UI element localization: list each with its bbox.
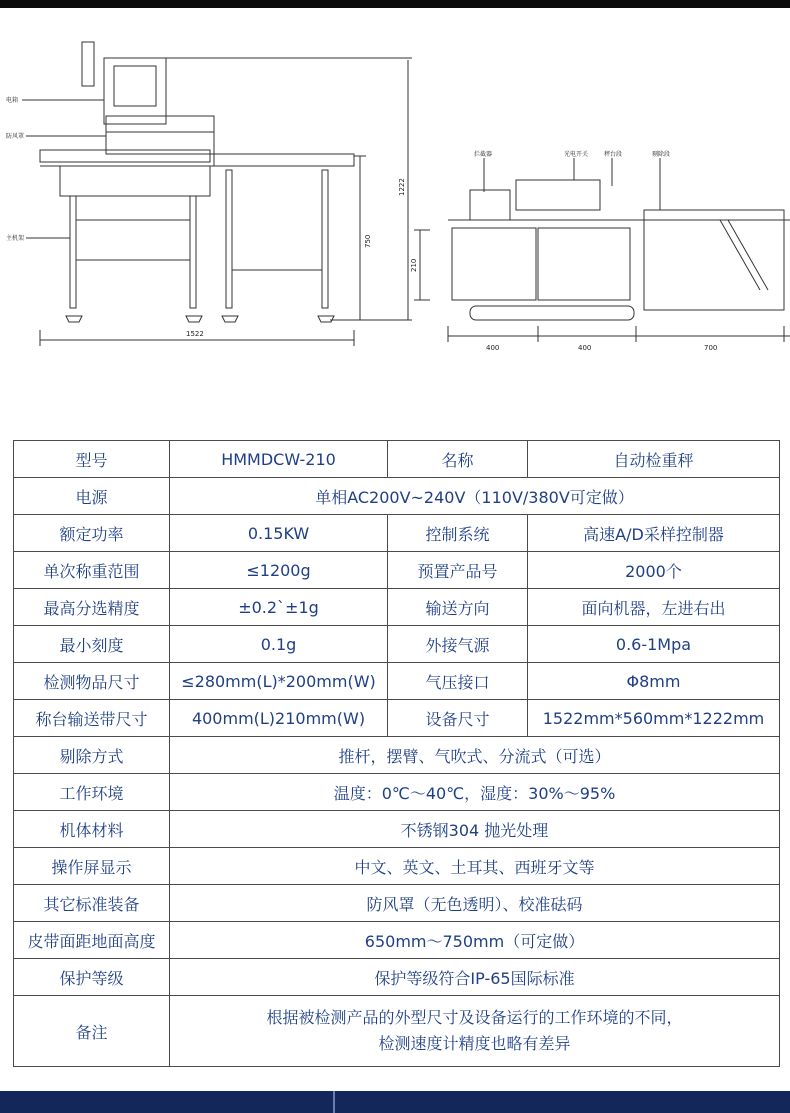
top-weigh-table [538, 228, 630, 300]
leg [322, 170, 328, 308]
top-reject [644, 210, 784, 310]
dim-height-total: 1222 [398, 178, 406, 196]
label-wind-cover: 防风罩 [6, 133, 25, 140]
spec-row [14, 774, 780, 811]
spec-value: ±0.2`±1g [170, 589, 388, 626]
leg [226, 170, 232, 308]
spec-key: 单次称重范围 [14, 552, 170, 589]
spec-row [14, 515, 780, 552]
spec-value: 单相AC200V~240V（110V/380V可定做） [170, 478, 780, 515]
remark-line: 检测速度计精度也略有差异 [378, 1034, 571, 1053]
spec-row [14, 589, 780, 626]
spec-value: ≤280mm(L)*200mm(W) [170, 663, 388, 700]
label-guard: 拦截器 [474, 151, 493, 158]
spec-value: Φ8mm [528, 663, 780, 700]
spec-key: 保护等级 [14, 959, 170, 996]
spec-row [14, 737, 780, 774]
label-main-frame: 主机架 [6, 235, 25, 242]
spec-row [14, 441, 780, 478]
machine-drawing [0, 20, 790, 360]
spec-row [14, 663, 780, 700]
spec-key: 气压接口 [388, 663, 528, 700]
screen [114, 66, 156, 106]
spec-key: 控制系统 [388, 515, 528, 552]
spec-value: 防风罩（无色透明）、校准砝码 [170, 885, 780, 922]
dim-seg3: 700 [704, 344, 718, 352]
spec-row [14, 922, 780, 959]
spec-row [14, 700, 780, 737]
leg [70, 196, 76, 308]
spec-value: 0.15KW [170, 515, 388, 552]
spec-key: 设备尺寸 [388, 700, 528, 737]
spec-key: 机体材料 [14, 811, 170, 848]
spec-key: 检测物品尺寸 [14, 663, 170, 700]
spec-value: 保护等级符合IP-65国际标准 [170, 959, 780, 996]
spec-row [14, 885, 780, 922]
top-guard [470, 190, 510, 220]
spec-row [14, 811, 780, 848]
spec-key: 名称 [388, 441, 528, 478]
spec-value: 0.6-1Mpa [528, 626, 780, 663]
bottom-bar [0, 1091, 790, 1113]
spec-value: 面向机器，左进右出 [528, 589, 780, 626]
spec-row [14, 626, 780, 663]
remark-line: 根据被检测产品的外型尺寸及设备运行的工作环境的不同， [266, 1008, 683, 1027]
spec-key: 预置产品号 [388, 552, 528, 589]
spec-value: 自动检重秤 [528, 441, 780, 478]
spec-key: 称台输送带尺寸 [14, 700, 170, 737]
label-reject-section: 剔除段 [652, 151, 671, 158]
spec-key: 额定功率 [14, 515, 170, 552]
top-photoeye [516, 180, 600, 210]
spec-key: 皮带面距地面高度 [14, 922, 170, 959]
spec-value: 0.1g [170, 626, 388, 663]
label-photoeye: 光电开关 [564, 151, 589, 158]
technical-drawing [0, 20, 790, 360]
bottom-bar-divider [333, 1091, 335, 1113]
wind-cover [106, 116, 214, 154]
spec-key: 电源 [14, 478, 170, 515]
spec-key: 外接气源 [388, 626, 528, 663]
spec-key: 剔除方式 [14, 737, 170, 774]
spec-value: 650mm～750mm（可定做） [170, 922, 780, 959]
spec-value: 400mm(L)210mm(W) [170, 700, 388, 737]
spec-key: 型号 [14, 441, 170, 478]
spec-key: 其它标准装备 [14, 885, 170, 922]
side-conveyor-left [40, 150, 210, 162]
spec-key: 最高分选精度 [14, 589, 170, 626]
label-electric-box: 电箱 [6, 97, 19, 104]
spec-key: 操作屏显示 [14, 848, 170, 885]
main-frame-upper [60, 166, 210, 196]
dim-height-belt: 750 [364, 234, 372, 248]
top-base [470, 306, 634, 320]
spec-value: 温度：0℃～40℃，湿度：30%～95% [170, 774, 780, 811]
dim-seg1: 400 [486, 344, 500, 352]
remark-value [170, 996, 780, 1067]
spec-value: 2000个 [528, 552, 780, 589]
spec-value: 推杆，摆臂、气吹式、分流式（可选） [170, 737, 780, 774]
spec-key: 最小刻度 [14, 626, 170, 663]
dim-belt-width: 210 [410, 258, 418, 272]
screen-arm [82, 42, 94, 86]
leg [190, 196, 196, 308]
spec-key: 工作环境 [14, 774, 170, 811]
label-weigh-section: 秤台段 [604, 151, 623, 158]
spec-value: HMMDCW-210 [170, 441, 388, 478]
spec-key: 输送方向 [388, 589, 528, 626]
spec-key: 备注 [14, 996, 170, 1067]
spec-value: 不锈钢304 抛光处理 [170, 811, 780, 848]
spec-row [14, 959, 780, 996]
spec-value: 中文、英文、土耳其、西班牙文等 [170, 848, 780, 885]
side-conveyor-right [214, 154, 354, 166]
spec-row [14, 552, 780, 589]
spec-table [13, 440, 780, 1067]
spec-table-body [14, 441, 780, 1067]
dim-length: 1522 [186, 330, 204, 338]
spec-value: ≤1200g [170, 552, 388, 589]
electric-box [104, 58, 166, 124]
spec-value: 高速A/D采样控制器 [528, 515, 780, 552]
top-infeed [452, 228, 536, 300]
spec-row [14, 478, 780, 515]
spec-value: 1522mm*560mm*1222mm [528, 700, 780, 737]
spec-row [14, 996, 780, 1067]
spec-row [14, 848, 780, 885]
top-border [0, 0, 790, 8]
dim-seg2: 400 [578, 344, 592, 352]
